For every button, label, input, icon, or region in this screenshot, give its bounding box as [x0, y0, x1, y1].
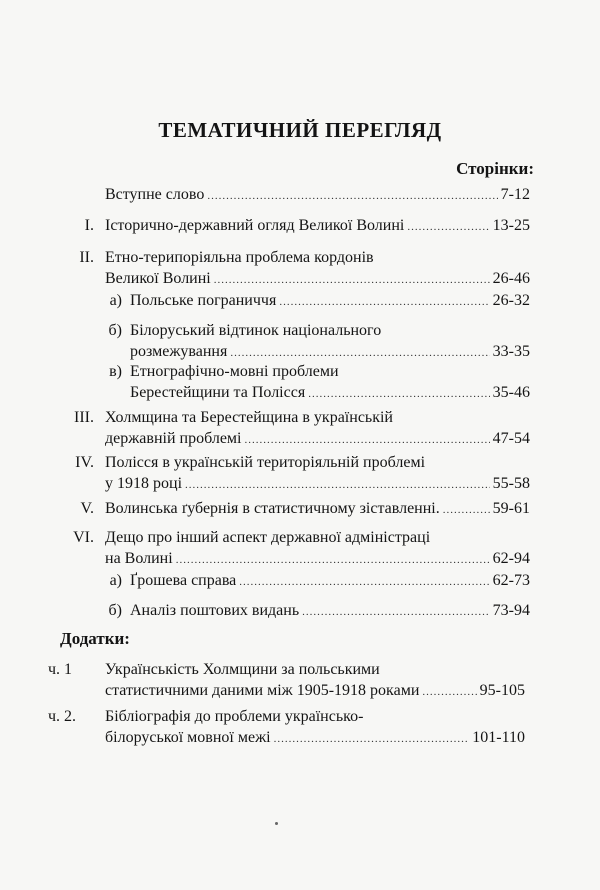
toc-entry-title-line2: розмежування [130, 343, 228, 360]
toc-entry-page: 7-12 [500, 186, 530, 203]
toc-entry-title-line1: Етнографічно-мовні проблеми [130, 363, 339, 380]
dot-leader [279, 292, 489, 313]
toc-entry-title-line1: Полісся в українській територіяльній проблемі [105, 454, 426, 471]
dot-leader [422, 682, 476, 703]
toc-entry-title: Історично-державний огляд Великої Волині [105, 217, 405, 234]
toc-entry-ch2c [130, 361, 530, 405]
toc-entry-title: Ґрошева справа [130, 572, 237, 589]
dot-leader [239, 572, 489, 593]
toc-entry-number: а) [109, 292, 122, 309]
toc-entry-title: Польське пограниччя [130, 292, 277, 309]
toc-entry-title: Аналіз поштових видань [130, 602, 300, 619]
toc-entry-ch2 [105, 247, 530, 291]
toc-entry-title-line2: у 1918 році [105, 475, 183, 492]
toc-entry-page: 62-94 [492, 550, 530, 567]
toc-entry-page: 95-105 [479, 682, 525, 699]
toc-entry-title: Вступне слово [105, 186, 205, 203]
toc-entry-ch6b [130, 600, 530, 623]
toc-entry-title-line1: Етно-терипоріяльна проблема кордонів [105, 249, 374, 266]
pages-column-header: Сторінки: [456, 159, 534, 178]
toc-entry-page: 47-54 [492, 430, 530, 447]
toc-entry-title-line2: державній проблемі [105, 430, 242, 447]
toc-entry-page: 62-73 [492, 572, 530, 589]
toc-entry-ch2a [130, 290, 530, 313]
toc-entry-addendum-2 [105, 706, 525, 750]
toc-entry-number: I. [84, 217, 94, 234]
dot-leader [407, 217, 489, 238]
toc-entry-page: 59-61 [492, 500, 530, 517]
toc-entry-page: 55-58 [492, 475, 530, 492]
toc-entry-number: II. [79, 249, 94, 266]
dot-leader [176, 550, 490, 571]
toc-entry-number: V. [80, 500, 94, 517]
toc-entry-page: 13-25 [492, 217, 530, 234]
toc-entry-title-line2: білоруської мовної межі [105, 729, 271, 746]
toc-entry-number: а) [109, 572, 122, 589]
toc-entry-number: б) [108, 602, 122, 619]
dot-leader [302, 602, 490, 623]
toc-entry-page: 33-35 [492, 343, 530, 360]
toc-entry-page: 35-46 [492, 384, 530, 401]
toc-entry-title-line1: Бібліографія до проблеми українсько- [105, 708, 364, 725]
toc-entry-title-line1: Дещо про інший аспект державної адміністраці [105, 529, 431, 546]
dot-leader [214, 270, 490, 291]
toc-entry-title: Волинська ґубернія в статистичному зіставленні. [105, 500, 440, 517]
toc-entry-title-line1: Українськість Холмщини за польськими [105, 661, 380, 678]
toc-entry-number: ч. 2. [48, 708, 77, 725]
dot-leader [207, 186, 497, 207]
toc-entry-ch6a [130, 570, 530, 593]
toc-entry-ch5 [105, 498, 530, 521]
dot-leader [244, 430, 489, 451]
toc-entry-addendum-1 [105, 659, 525, 703]
dot-leader [185, 475, 490, 496]
toc-entry-title-line2: на Волині [105, 550, 173, 567]
toc-entry-title-line2: Берестейщини та Полісся [130, 384, 306, 401]
toc-entry-ch1 [105, 215, 530, 238]
toc-entry-number: ч. 1 [48, 661, 73, 678]
toc-entry-title-line1: Білоруський відтинок національного [130, 322, 382, 339]
addenda-header: Додатки: [60, 629, 130, 648]
toc-entry-number: б) [108, 322, 122, 339]
toc-entry-page: 101-110 [472, 729, 525, 746]
toc-entry-number: в) [109, 363, 122, 380]
toc-entry-title-line2: статистичними даними між 1905-1918 роками [105, 682, 420, 699]
toc-entry-number: III. [74, 409, 94, 426]
toc-entry-ch3 [105, 407, 530, 451]
toc-entry-page: 26-32 [492, 292, 530, 309]
toc-entry-ch4 [105, 452, 530, 496]
toc-entry-title-line2: Великої Волині [105, 270, 211, 287]
page-speck [275, 822, 278, 825]
dot-leader [274, 729, 470, 750]
dot-leader [308, 384, 489, 405]
toc-entry-number: VI. [73, 529, 94, 546]
toc-entry-ch2b [130, 320, 530, 364]
toc-entry-number: IV. [75, 454, 94, 471]
toc-entry-page: 26-46 [492, 270, 530, 287]
toc-entry-page: 73-94 [492, 602, 530, 619]
toc-entry-ch6 [105, 527, 530, 571]
dot-leader [443, 500, 490, 521]
toc-entry-intro [105, 184, 530, 207]
page-title: ТЕМАТИЧНИЙ ПЕРЕГЛЯД [158, 118, 442, 142]
toc-entry-title-line1: Холмщина та Берестейщина в українській [105, 409, 393, 426]
